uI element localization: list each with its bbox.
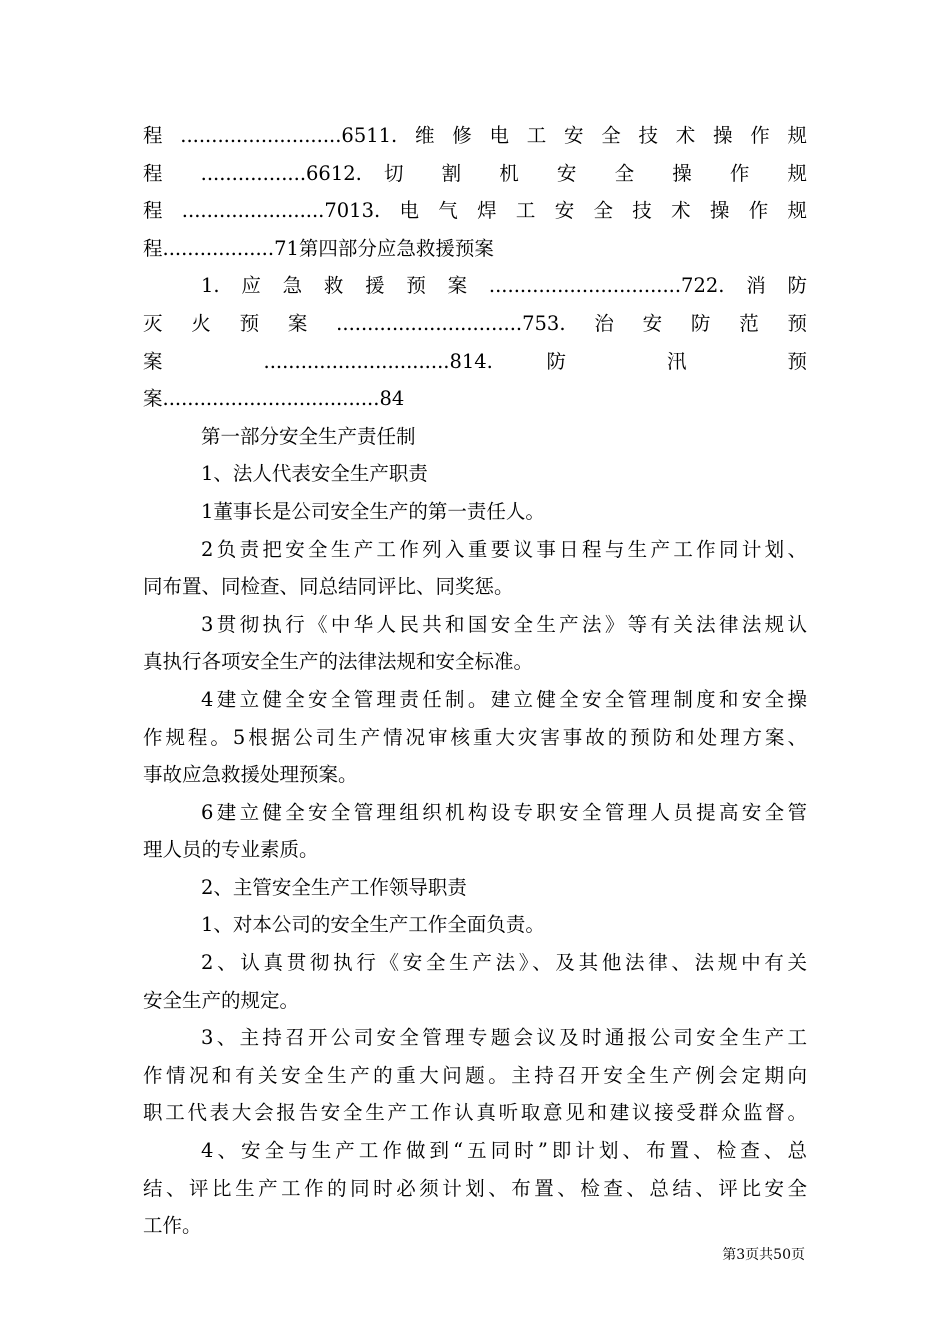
toc-line: 程..........................6511.维修电工安全技术操作规 [143, 124, 807, 147]
paragraph-line: 真执行各项安全生产的法律法规和安全标准。 [143, 650, 534, 674]
toc-line: 程..................71第四部分应急救援预案 [143, 236, 494, 260]
paragraph-line: 1董事长是公司安全生产的第一责任人。 [201, 499, 545, 523]
paragraph-line: 理人员的专业素质。 [143, 838, 319, 862]
paragraph-line: 4建立健全安全管理责任制。建立健全安全管理制度和安全操 [201, 687, 807, 711]
toc-line: 1.应急救援预案...............................722.消防 [201, 274, 807, 298]
paragraph-line: 同布置、同检查、同总结同评比、同奖惩。 [143, 575, 514, 599]
paragraph-line: 3贯彻执行《中华人民共和国安全生产法》等有关法律法规认 [201, 612, 807, 636]
subsection-heading: 1、法人代表安全生产职责 [201, 462, 428, 486]
paragraph-line: 3、主持召开公司安全管理专题会议及时通报公司安全生产工 [201, 1026, 807, 1050]
paragraph-line: 6建立健全安全管理组织机构设专职安全管理人员提高安全管 [201, 800, 807, 824]
toc-line: 程.......................7013.电气焊工安全技术操作规 [143, 199, 807, 223]
paragraph-line: 职工代表大会报告安全生产工作认真听取意见和建议接受群众监督。 [143, 1101, 807, 1125]
paragraph-line: 2、认真贯彻执行《安全生产法》、及其他法律、法规中有关 [201, 951, 807, 975]
paragraph-line: 1、对本公司的安全生产工作全面负责。 [201, 913, 545, 937]
subsection-heading: 2、主管安全生产工作领导职责 [201, 875, 467, 899]
toc-line: 案...................................84 [143, 387, 405, 411]
section-heading: 第一部分安全生产责任制 [201, 424, 416, 448]
paragraph-line: 作情况和有关安全生产的重大问题。主持召开安全生产例会定期向 [143, 1063, 807, 1087]
page-number: 第3页共50页 [722, 1247, 805, 1263]
paragraph-line: 安全生产的规定。 [143, 988, 300, 1012]
toc-line: 程 .................6612. 切 割 机 安 全 操 作 规 [143, 161, 807, 185]
paragraph-line: 结、评比生产工作的同时必须计划、布置、检查、总结、评比安全 [143, 1176, 807, 1200]
toc-line: 灭火预案..............................753.治安防范预 [143, 311, 807, 335]
paragraph-line: 4、安全与生产工作做到“五同时”即计划、布置、检查、总 [201, 1139, 807, 1163]
toc-line: 案 ..............................814. 防 汛 预 [143, 349, 807, 373]
document-body [143, 117, 807, 1245]
paragraph-line: 工作。 [143, 1214, 202, 1238]
paragraph-line: 事故应急救援处理预案。 [143, 763, 358, 787]
paragraph-line: 2负责把安全生产工作列入重要议事日程与生产工作同计划、 [201, 537, 807, 561]
paragraph-line: 作规程。5根据公司生产情况审核重大灾害事故的预防和处理方案、 [143, 725, 807, 749]
